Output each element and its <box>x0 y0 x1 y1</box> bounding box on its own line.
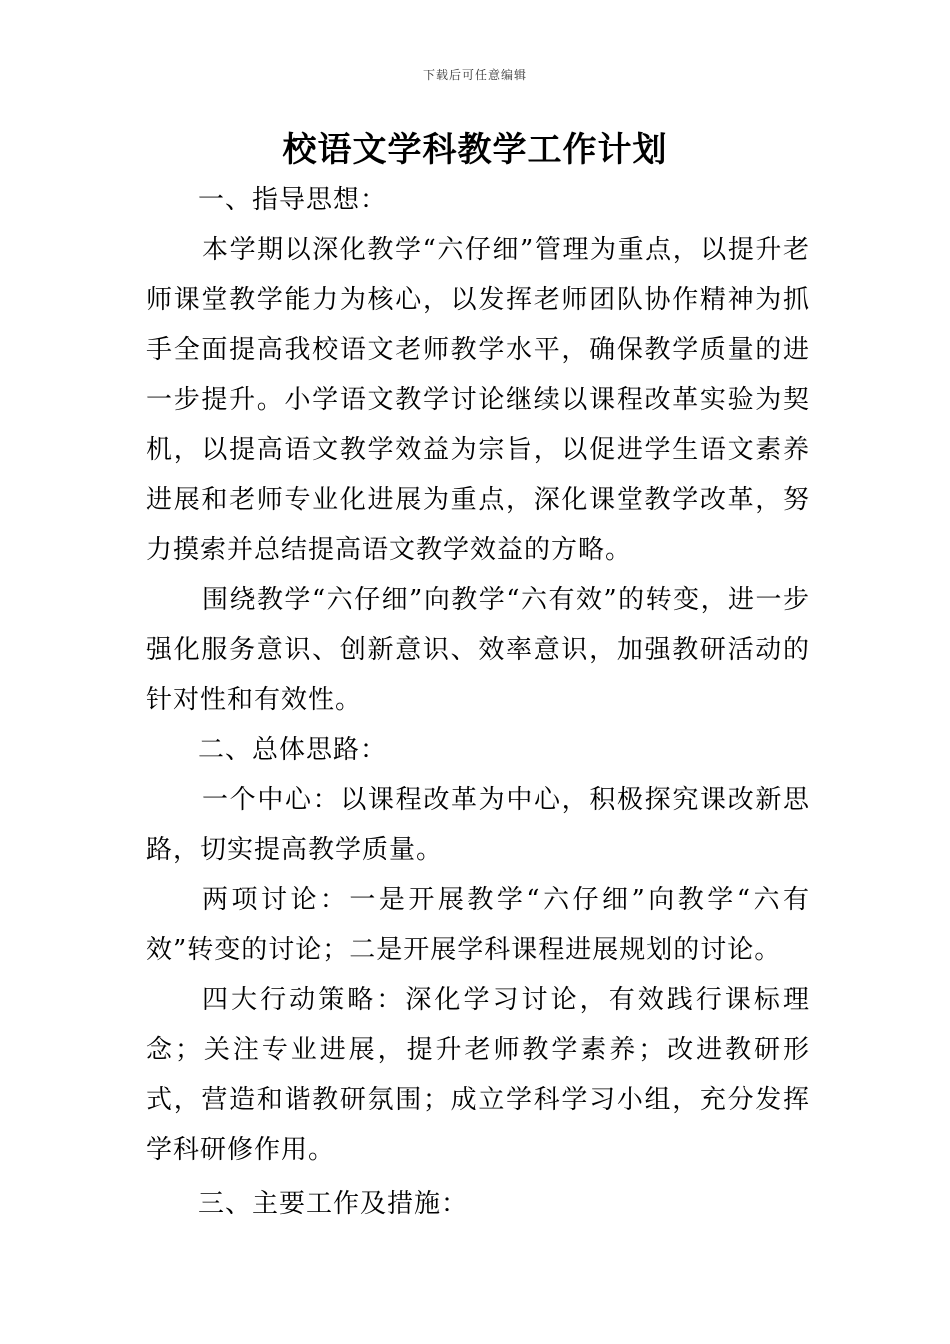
section-1-heading: 一、指导思想： <box>198 185 388 215</box>
section-2-heading: 二、总体思路： <box>198 735 388 765</box>
document-title: 校语文学科教学工作计划 <box>282 130 668 170</box>
section-2-paragraph-1: 一个中心：以课程改革为中心，积极探究课改新思路，切实提高教学质量。 <box>146 785 810 865</box>
section-2-paragraph-3: 四大行动策略：深化学习讨论，有效践行课标理念；关注专业进展，提升老师教学素养；改进教研形式，营造和谐教研氛围；成立学科学习小组，充分发挥学科研修作用。 <box>146 985 810 1165</box>
section-3-heading: 三、主要工作及措施： <box>198 1189 469 1219</box>
header-note: 下载后可任意编辑 <box>422 68 527 82</box>
section-1-paragraph-1: 本学期以深化教学“六仔细”管理为重点，以提升老师课堂教学能力为核心，以发挥老师团队协作精神为抓手全面提高我校语文老师教学水平，确保教学质量的进一步提升。小学语文教学讨论继续以课程改革实验为契机，以提高语文教学效益为宗旨，以促进学生语文素养进展和老师专业化进展为重点，深化课堂教学改革，努力摸索并总结提高语文教学效益的方略。 <box>146 235 810 565</box>
section-1-paragraph-2: 围绕教学“六仔细”向教学“六有效”的转变，进一步强化服务意识、创新意识、效率意识，加强教研活动的针对性和有效性。 <box>146 585 810 715</box>
section-2-paragraph-2: 两项讨论：一是开展教学“六仔细”向教学“六有效”转变的讨论；二是开展学科课程进展规划的讨论。 <box>146 885 810 965</box>
document-body <box>146 175 810 1229</box>
